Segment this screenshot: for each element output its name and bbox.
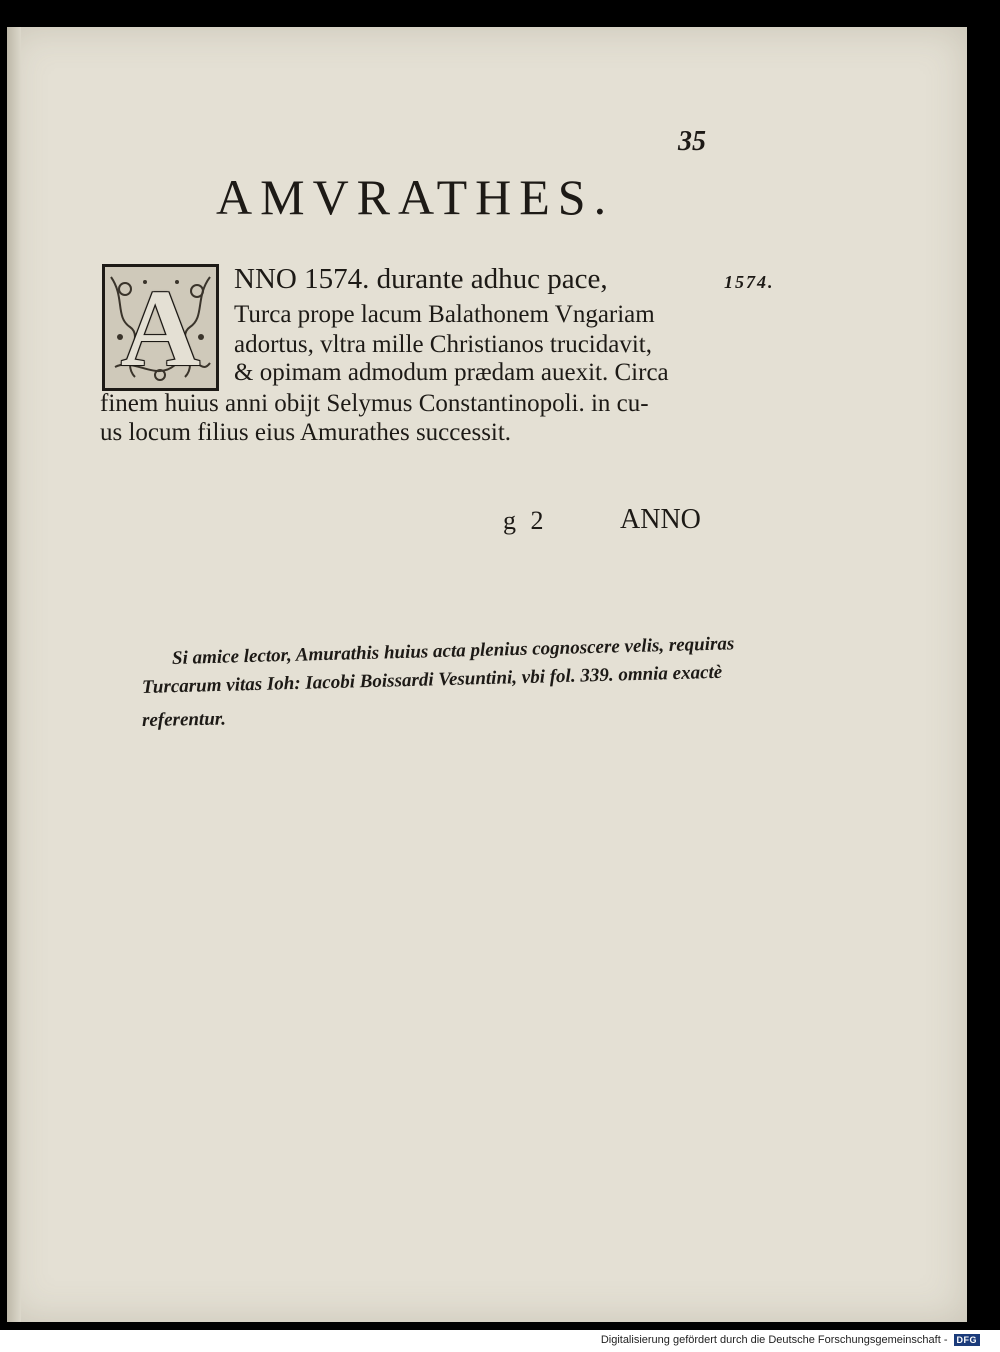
signature-mark: g 2 (503, 506, 548, 535)
text-line: us locum filius eius Amurathes successit. (100, 419, 512, 446)
text-line: NNO 1574. durante adhuc pace, (234, 263, 608, 295)
footer-credit-text: Digitalisierung gefördert durch die Deutsche Forschungsgemeinschaft - (600, 1334, 948, 1346)
page-gutter (7, 27, 21, 1322)
page-number: 35 (678, 126, 706, 157)
handwritten-note-line: Turcarum vitas Ioh: Iacobi Boissardi Vesuntini, vbi fol. 339. omnia exactè (141, 661, 723, 698)
handwritten-note-line: referentur. (141, 708, 227, 731)
page-title: AMVRATHES. (216, 169, 615, 225)
footer-credit (601, 1334, 980, 1346)
dfg-logo: DFG (954, 1334, 981, 1346)
text-line: finem huius anni obijt Selymus Constantinopoli. in cu- (100, 390, 649, 417)
text-line: Turca prope lacum Balathonem Vngariam (234, 301, 655, 328)
marginal-note-year: 1574. (724, 272, 775, 292)
decorated-initial (102, 264, 219, 391)
handwritten-note-line: Si amice lector, Amurathis huius acta plenius cognoscere velis, requiras (171, 633, 735, 669)
initial-letter: A (120, 267, 201, 389)
catchword: ANNO (620, 504, 701, 535)
text-line: adortus, vltra mille Christianos trucidavit, (234, 331, 652, 358)
text-line: & opimam admodum prædam auexit. Circa (234, 359, 669, 386)
